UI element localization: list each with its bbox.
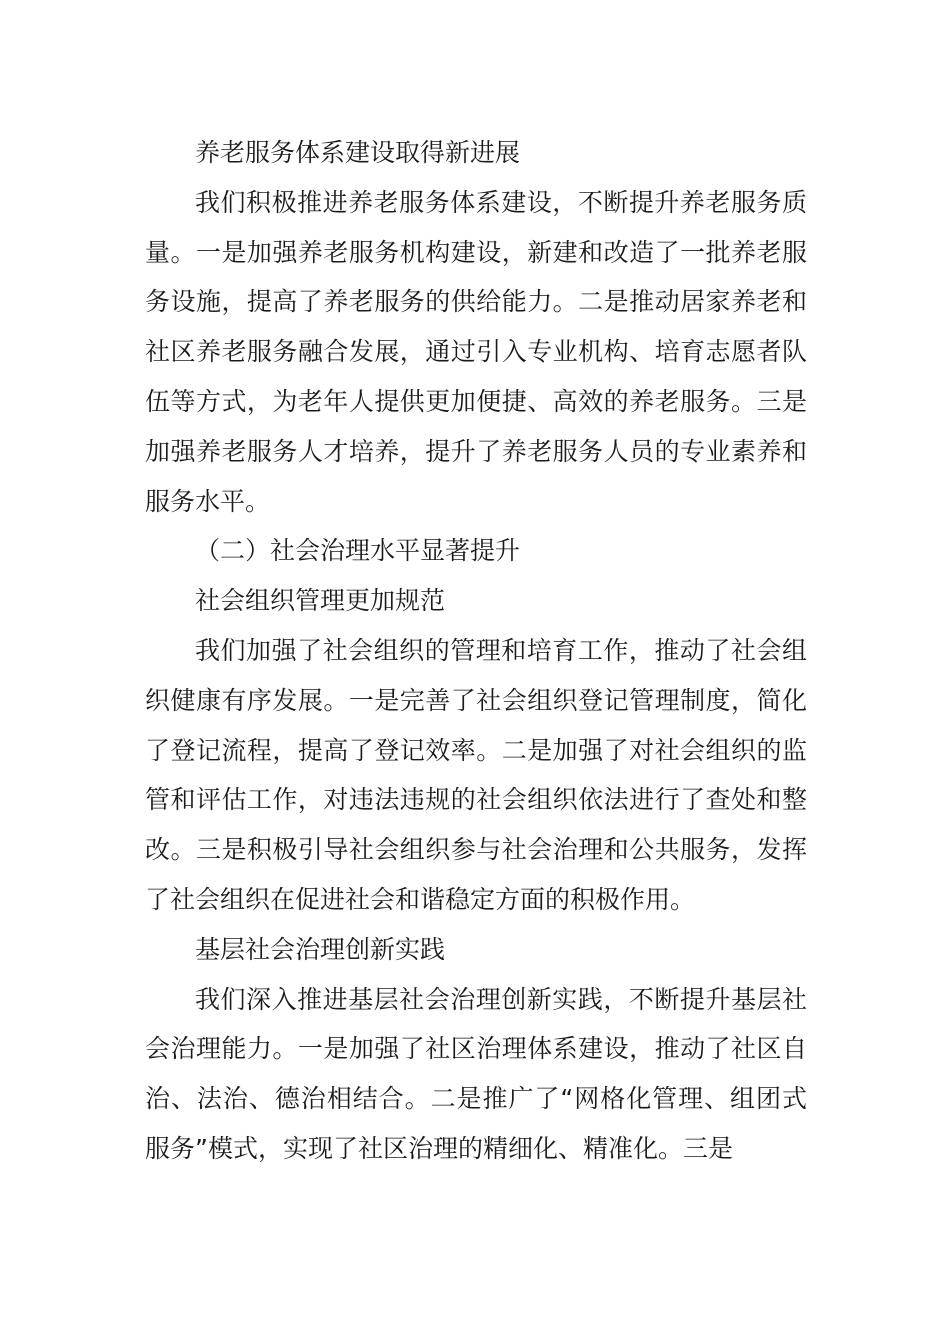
paragraph-grassroots-governance: 我们深入推进基层社会治理创新实践，不断提升基层社会治理能力。一是加强了社区治理体系建设，推动了社区自治、法治、德治相结合。二是推广了“网格化管理、组团式服务”模式，实现了社区治理的精细化、精准化。三是 — [145, 984, 807, 1163]
section-heading-social-governance: （二）社会治理水平显著提升 — [195, 536, 521, 566]
document-body — [145, 128, 807, 1174]
paragraph-social-organizations: 我们加强了社会组织的管理和培育工作，推动了社会组织健康有序发展。一是完善了社会组织登记管理制度，简化了登记流程，提高了登记效率。二是加强了对社会组织的监管和评估工作，对违法违规的社会组织依法进行了查处和整改。三是积极引导社会组织参与社会治理和公共服务，发挥了社会组织在促进社会和谐稳定方面的积极作用。 — [145, 635, 807, 914]
paragraph-elderly-care: 我们积极推进养老服务体系建设，不断提升养老服务质量。一是加强养老服务机构建设，新建和改造了一批养老服务设施，提高了养老服务的供给能力。二是推动居家养老和社区养老服务融合发展，通过引入专业机构、培育志愿者队伍等方式，为老年人提供更加便捷、高效的养老服务。三是加强养老服务人才培养，提升了养老服务人员的专业素养和服务水平。 — [145, 187, 807, 516]
subheading-elderly-care: 养老服务体系建设取得新进展 — [195, 138, 521, 167]
subheading-grassroots-governance: 基层社会治理创新实践 — [195, 934, 446, 964]
subheading-social-organizations: 社会组织管理更加规范 — [195, 586, 446, 616]
